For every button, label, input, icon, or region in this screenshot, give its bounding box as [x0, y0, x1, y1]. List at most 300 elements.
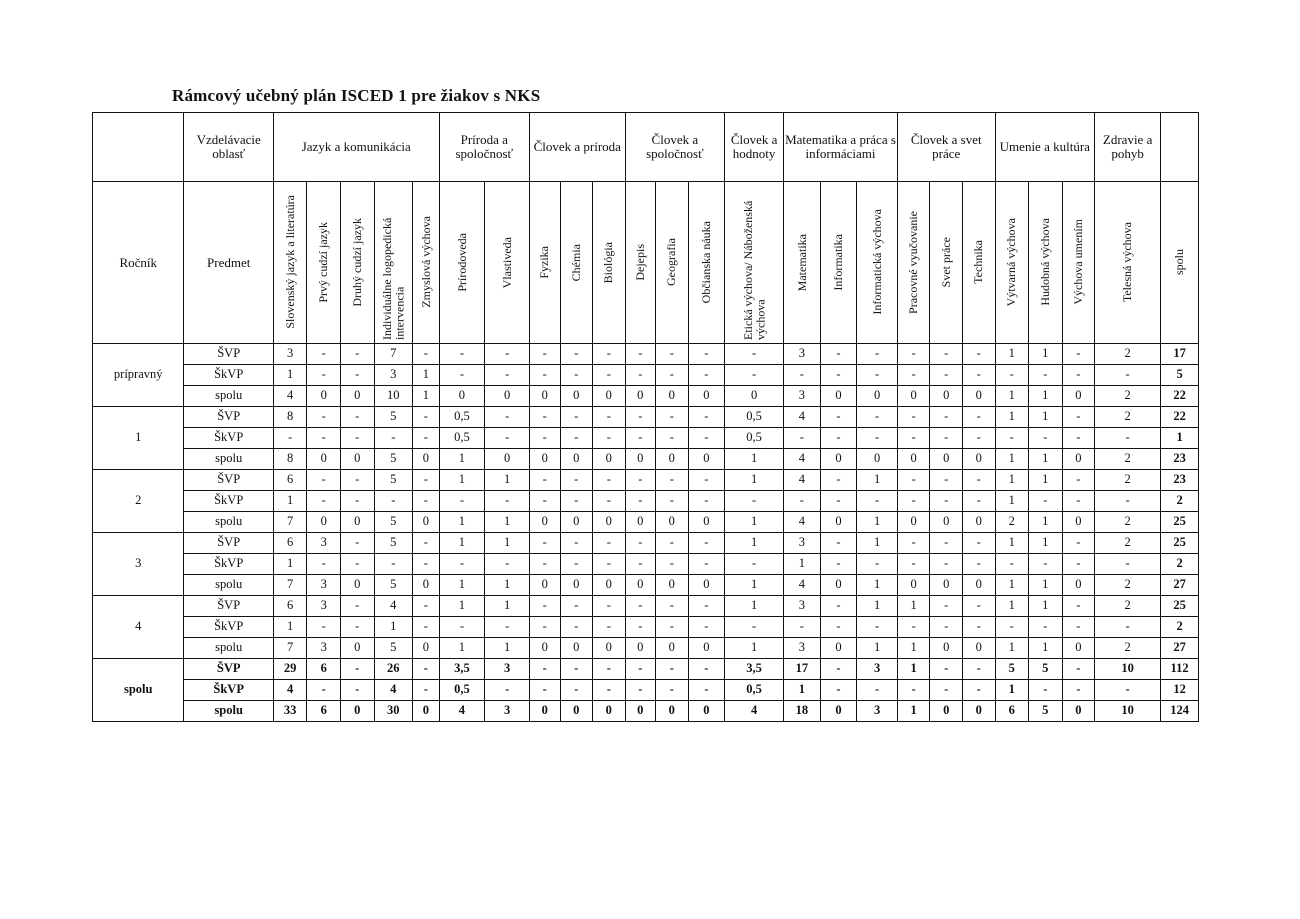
corner-cell — [93, 113, 184, 182]
subject-header — [530, 182, 560, 344]
total-header-label: spolu — [1172, 249, 1187, 276]
row-type-label: spolu — [184, 449, 273, 470]
table-row — [93, 512, 1199, 533]
table-cell: 1 — [485, 638, 530, 659]
table-cell: - — [593, 428, 626, 449]
table-cell: 3 — [857, 659, 898, 680]
table-cell: 3 — [307, 533, 341, 554]
table-cell: - — [307, 344, 341, 365]
table-cell: - — [560, 680, 593, 701]
table-cell: - — [1029, 617, 1063, 638]
table-cell: 0 — [625, 701, 655, 722]
table-cell: 0 — [930, 701, 963, 722]
row-total-cell: 27 — [1161, 575, 1199, 596]
table-cell: 0 — [656, 449, 689, 470]
table-cell: - — [1095, 680, 1161, 701]
table-cell: - — [560, 428, 593, 449]
table-cell: 1 — [439, 575, 485, 596]
row-total-cell: 12 — [1161, 680, 1199, 701]
table-cell: - — [439, 344, 485, 365]
table-cell: - — [340, 659, 374, 680]
row-total-cell: 22 — [1161, 386, 1199, 407]
grade-label: 1 — [93, 407, 184, 470]
table-cell: - — [273, 428, 307, 449]
table-cell: 0 — [962, 512, 995, 533]
row-type-label: ŠkVP — [184, 365, 273, 386]
table-row — [93, 386, 1199, 407]
table-row — [93, 470, 1199, 491]
table-cell: 3 — [307, 596, 341, 617]
table-cell: 3 — [784, 596, 821, 617]
table-cell: - — [962, 659, 995, 680]
table-cell: - — [897, 470, 930, 491]
table-cell: 1 — [995, 596, 1029, 617]
table-cell: - — [593, 344, 626, 365]
table-cell: - — [688, 554, 725, 575]
table-cell: - — [820, 344, 857, 365]
row-type-label: ŠVP — [184, 596, 273, 617]
table-cell: 3 — [374, 365, 413, 386]
table-cell: 0 — [560, 386, 593, 407]
table-cell: 0 — [688, 386, 725, 407]
table-cell: - — [656, 407, 689, 428]
table-cell: 0 — [1062, 638, 1095, 659]
table-cell: - — [560, 365, 593, 386]
table-cell: 0 — [820, 575, 857, 596]
rocnik-header: Ročník — [93, 182, 184, 344]
area-priroda-spolocnost: Príroda a spoločnosť — [439, 113, 529, 182]
table-cell: 0 — [962, 449, 995, 470]
table-cell: - — [1062, 680, 1095, 701]
table-cell: - — [820, 407, 857, 428]
grade-label: 3 — [93, 533, 184, 596]
subject-header — [439, 182, 485, 344]
table-cell: - — [857, 407, 898, 428]
table-cell: - — [485, 365, 530, 386]
curriculum-table — [92, 112, 1199, 722]
table-cell: 2 — [1095, 596, 1161, 617]
row-type-label: spolu — [184, 575, 273, 596]
table-cell: 6 — [273, 596, 307, 617]
table-cell: 0,5 — [439, 680, 485, 701]
table-cell: - — [593, 617, 626, 638]
table-cell: 2 — [1095, 533, 1161, 554]
table-cell: - — [485, 428, 530, 449]
table-cell: - — [962, 680, 995, 701]
row-total-cell: 27 — [1161, 638, 1199, 659]
table-cell: - — [530, 533, 560, 554]
row-total-cell: 2 — [1161, 491, 1199, 512]
row-type-label: ŠVP — [184, 659, 273, 680]
table-cell: - — [688, 428, 725, 449]
table-cell: - — [784, 617, 821, 638]
table-cell: 1 — [1029, 407, 1063, 428]
table-cell: 0,5 — [725, 428, 784, 449]
table-cell: - — [930, 344, 963, 365]
subject-header-label: Hudobná výchova — [1038, 218, 1052, 306]
subject-header-label: Druhý cudzí jazyk — [349, 217, 364, 307]
table-cell: 0 — [625, 449, 655, 470]
table-cell: - — [413, 659, 439, 680]
table-cell: 0 — [560, 575, 593, 596]
table-cell: 2 — [1095, 344, 1161, 365]
table-cell: 4 — [784, 407, 821, 428]
table-cell: 3 — [307, 575, 341, 596]
table-cell: - — [560, 533, 593, 554]
table-cell: 1 — [439, 533, 485, 554]
table-cell: - — [340, 617, 374, 638]
table-cell: 0 — [857, 386, 898, 407]
table-cell: 0 — [656, 638, 689, 659]
subject-header — [688, 182, 725, 344]
table-cell: 1 — [273, 554, 307, 575]
table-cell: 4 — [784, 449, 821, 470]
subject-header-label: Vlastiveda — [499, 236, 514, 288]
table-cell: - — [307, 617, 341, 638]
subject-header-label: Výchova umením — [1071, 219, 1086, 305]
subject-header — [413, 182, 439, 344]
table-cell: 0 — [413, 512, 439, 533]
table-cell: - — [593, 365, 626, 386]
table-cell: 1 — [485, 470, 530, 491]
table-cell: 3 — [784, 386, 821, 407]
table-cell: 2 — [1095, 512, 1161, 533]
table-cell: 3,5 — [439, 659, 485, 680]
table-cell: - — [656, 365, 689, 386]
table-cell: 3 — [784, 638, 821, 659]
row-total-cell: 25 — [1161, 596, 1199, 617]
table-row — [93, 680, 1199, 701]
table-cell: 2 — [1095, 449, 1161, 470]
table-cell: - — [1029, 365, 1063, 386]
subject-header-label: Zmyslová výchova — [418, 216, 433, 308]
table-cell: 1 — [897, 659, 930, 680]
table-cell: 2 — [995, 512, 1029, 533]
table-cell: - — [1029, 680, 1063, 701]
table-cell: 1 — [784, 680, 821, 701]
table-row — [93, 617, 1199, 638]
table-cell: - — [820, 659, 857, 680]
table-cell: - — [625, 680, 655, 701]
table-cell: - — [530, 365, 560, 386]
row-total-cell: 17 — [1161, 344, 1199, 365]
table-cell: - — [560, 470, 593, 491]
table-cell: - — [560, 617, 593, 638]
row-total-cell: 23 — [1161, 470, 1199, 491]
table-cell: - — [962, 533, 995, 554]
subject-header-label: Individuálne logopedická intervencia — [379, 217, 407, 341]
table-cell: - — [530, 428, 560, 449]
table-cell: - — [625, 533, 655, 554]
table-cell: 1 — [995, 386, 1029, 407]
table-row — [93, 596, 1199, 617]
table-cell: 1 — [725, 470, 784, 491]
table-cell: - — [439, 617, 485, 638]
table-cell: - — [962, 365, 995, 386]
table-cell: - — [340, 365, 374, 386]
table-row — [93, 701, 1199, 722]
table-cell: - — [688, 491, 725, 512]
table-cell: - — [560, 596, 593, 617]
row-type-label: spolu — [184, 512, 273, 533]
table-cell: - — [857, 365, 898, 386]
table-cell: - — [530, 554, 560, 575]
table-cell: - — [995, 554, 1029, 575]
row-total-cell: 124 — [1161, 701, 1199, 722]
table-cell: 1 — [995, 491, 1029, 512]
row-type-label: ŠkVP — [184, 428, 273, 449]
table-cell: - — [820, 554, 857, 575]
table-cell: - — [962, 407, 995, 428]
table-cell: 1 — [857, 638, 898, 659]
row-type-label: ŠVP — [184, 533, 273, 554]
table-cell: - — [1062, 407, 1095, 428]
table-cell: - — [656, 491, 689, 512]
table-cell: 0 — [897, 575, 930, 596]
table-cell: 1 — [897, 701, 930, 722]
table-cell: - — [593, 596, 626, 617]
table-cell: 29 — [273, 659, 307, 680]
table-row — [93, 533, 1199, 554]
table-cell: 0 — [340, 386, 374, 407]
table-cell: 6 — [307, 659, 341, 680]
table-cell: - — [930, 428, 963, 449]
subject-header-label: Matematika — [794, 233, 809, 291]
subject-header-label: Dejepis — [632, 243, 647, 281]
row-total-cell: 25 — [1161, 533, 1199, 554]
table-cell: 1 — [897, 638, 930, 659]
table-cell: - — [530, 344, 560, 365]
table-cell: 0 — [593, 701, 626, 722]
table-cell: - — [530, 491, 560, 512]
table-cell: 0,5 — [439, 407, 485, 428]
table-cell: 0 — [857, 449, 898, 470]
table-row — [93, 428, 1199, 449]
table-cell: - — [820, 365, 857, 386]
table-cell: - — [930, 659, 963, 680]
subject-header — [784, 182, 821, 344]
table-cell: - — [995, 617, 1029, 638]
table-row — [93, 554, 1199, 575]
grade-label: 2 — [93, 470, 184, 533]
table-cell: 4 — [374, 680, 413, 701]
table-cell: - — [656, 470, 689, 491]
table-cell: - — [897, 617, 930, 638]
table-cell: - — [307, 680, 341, 701]
subject-header — [930, 182, 963, 344]
table-cell: - — [897, 491, 930, 512]
table-cell: - — [307, 491, 341, 512]
table-cell: - — [688, 680, 725, 701]
table-cell: 1 — [857, 533, 898, 554]
table-cell: 0 — [930, 449, 963, 470]
table-cell: 1 — [857, 596, 898, 617]
table-cell: - — [593, 659, 626, 680]
table-cell: 0 — [340, 449, 374, 470]
table-cell: - — [857, 491, 898, 512]
area-clovek-priroda: Človek a príroda — [530, 113, 626, 182]
table-cell: 0,5 — [725, 407, 784, 428]
table-cell: 2 — [1095, 575, 1161, 596]
table-cell: 5 — [374, 638, 413, 659]
table-cell: - — [413, 680, 439, 701]
subject-header-label: Chémia — [568, 243, 583, 281]
table-cell: - — [413, 554, 439, 575]
table-cell: - — [930, 470, 963, 491]
table-row — [93, 575, 1199, 596]
table-cell: - — [560, 554, 593, 575]
table-cell: - — [560, 407, 593, 428]
table-cell: 10 — [374, 386, 413, 407]
table-cell: 0 — [930, 575, 963, 596]
table-cell: - — [1095, 617, 1161, 638]
table-cell: - — [656, 554, 689, 575]
subject-header-label: Biológia — [601, 241, 616, 283]
table-cell: 3 — [307, 638, 341, 659]
table-cell: - — [593, 407, 626, 428]
row-total-cell: 112 — [1161, 659, 1199, 680]
table-cell: - — [413, 470, 439, 491]
table-cell: 1 — [897, 596, 930, 617]
row-total-cell: 23 — [1161, 449, 1199, 470]
table-cell: 26 — [374, 659, 413, 680]
table-cell: - — [820, 680, 857, 701]
table-cell: 0 — [530, 386, 560, 407]
subject-header — [857, 182, 898, 344]
table-cell: - — [725, 365, 784, 386]
table-cell: 0 — [656, 386, 689, 407]
table-cell: - — [340, 680, 374, 701]
table-cell: 1 — [439, 449, 485, 470]
table-cell: - — [820, 491, 857, 512]
table-cell: 1 — [995, 575, 1029, 596]
row-type-label: ŠkVP — [184, 491, 273, 512]
table-cell: 0 — [962, 575, 995, 596]
table-cell: - — [1029, 554, 1063, 575]
table-cell: 1 — [1029, 386, 1063, 407]
table-cell: - — [857, 344, 898, 365]
subject-header — [1062, 182, 1095, 344]
table-cell: - — [625, 659, 655, 680]
table-cell: 0 — [962, 701, 995, 722]
table-cell: - — [930, 554, 963, 575]
table-cell: 0,5 — [725, 680, 784, 701]
subject-header — [1095, 182, 1161, 344]
subject-header-label: Geografia — [664, 238, 679, 287]
table-row — [93, 407, 1199, 428]
table-cell: - — [1095, 491, 1161, 512]
subject-header — [897, 182, 930, 344]
subject-header-row — [93, 182, 1199, 344]
table-cell: - — [930, 596, 963, 617]
subject-header — [307, 182, 341, 344]
table-cell: 4 — [273, 680, 307, 701]
row-type-label: ŠVP — [184, 470, 273, 491]
table-cell: 0 — [307, 449, 341, 470]
table-cell: 10 — [1095, 701, 1161, 722]
table-cell: 0 — [820, 512, 857, 533]
subject-header — [1029, 182, 1063, 344]
table-cell: - — [560, 491, 593, 512]
table-cell: 1 — [725, 638, 784, 659]
table-cell: 8 — [273, 407, 307, 428]
table-cell: 0 — [820, 386, 857, 407]
grade-label: 4 — [93, 596, 184, 659]
table-cell: - — [439, 554, 485, 575]
table-cell: 0 — [897, 512, 930, 533]
table-cell: 0 — [897, 449, 930, 470]
table-cell: - — [897, 554, 930, 575]
table-cell: 4 — [725, 701, 784, 722]
table-cell: - — [857, 680, 898, 701]
table-cell: 0 — [897, 386, 930, 407]
table-cell: - — [857, 428, 898, 449]
row-type-label: ŠkVP — [184, 617, 273, 638]
subject-header — [560, 182, 593, 344]
table-cell: 0 — [340, 512, 374, 533]
table-cell: - — [560, 344, 593, 365]
table-cell: 1 — [439, 470, 485, 491]
table-cell: 7 — [273, 638, 307, 659]
subject-header — [820, 182, 857, 344]
table-cell: 0,5 — [439, 428, 485, 449]
row-total-cell: 2 — [1161, 554, 1199, 575]
area-umenie: Umenie a kultúra — [995, 113, 1095, 182]
table-cell: - — [725, 554, 784, 575]
table-cell: 1 — [485, 596, 530, 617]
total-header — [1161, 182, 1199, 344]
table-cell: 4 — [374, 596, 413, 617]
table-cell: 1 — [995, 470, 1029, 491]
table-cell: 0 — [593, 638, 626, 659]
table-cell: - — [593, 680, 626, 701]
table-cell: 1 — [413, 365, 439, 386]
table-cell: - — [625, 344, 655, 365]
table-cell: - — [820, 470, 857, 491]
table-cell: 4 — [784, 575, 821, 596]
table-cell: 1 — [413, 386, 439, 407]
table-cell: - — [625, 407, 655, 428]
table-cell: - — [784, 365, 821, 386]
table-cell: - — [1062, 365, 1095, 386]
table-cell: - — [530, 407, 560, 428]
table-cell: - — [784, 491, 821, 512]
table-cell: - — [1062, 470, 1095, 491]
subject-header-label: Telesná výchova — [1120, 222, 1135, 303]
table-cell: 3 — [857, 701, 898, 722]
table-cell: 1 — [725, 596, 784, 617]
subject-header-label: Občianska náuka — [699, 221, 714, 304]
table-cell: - — [962, 344, 995, 365]
table-cell: 0 — [656, 701, 689, 722]
table-cell: - — [688, 596, 725, 617]
table-cell: - — [625, 491, 655, 512]
subject-header — [995, 182, 1029, 344]
table-cell: - — [897, 533, 930, 554]
table-row — [93, 365, 1199, 386]
table-cell: - — [625, 470, 655, 491]
table-cell: 6 — [995, 701, 1029, 722]
table-cell: 0 — [560, 449, 593, 470]
table-cell: 0 — [340, 701, 374, 722]
table-cell: 0 — [485, 386, 530, 407]
table-cell: 0 — [625, 512, 655, 533]
table-cell: - — [784, 428, 821, 449]
table-cell: - — [688, 470, 725, 491]
table-cell: - — [857, 617, 898, 638]
table-cell: - — [593, 533, 626, 554]
table-cell: - — [485, 554, 530, 575]
